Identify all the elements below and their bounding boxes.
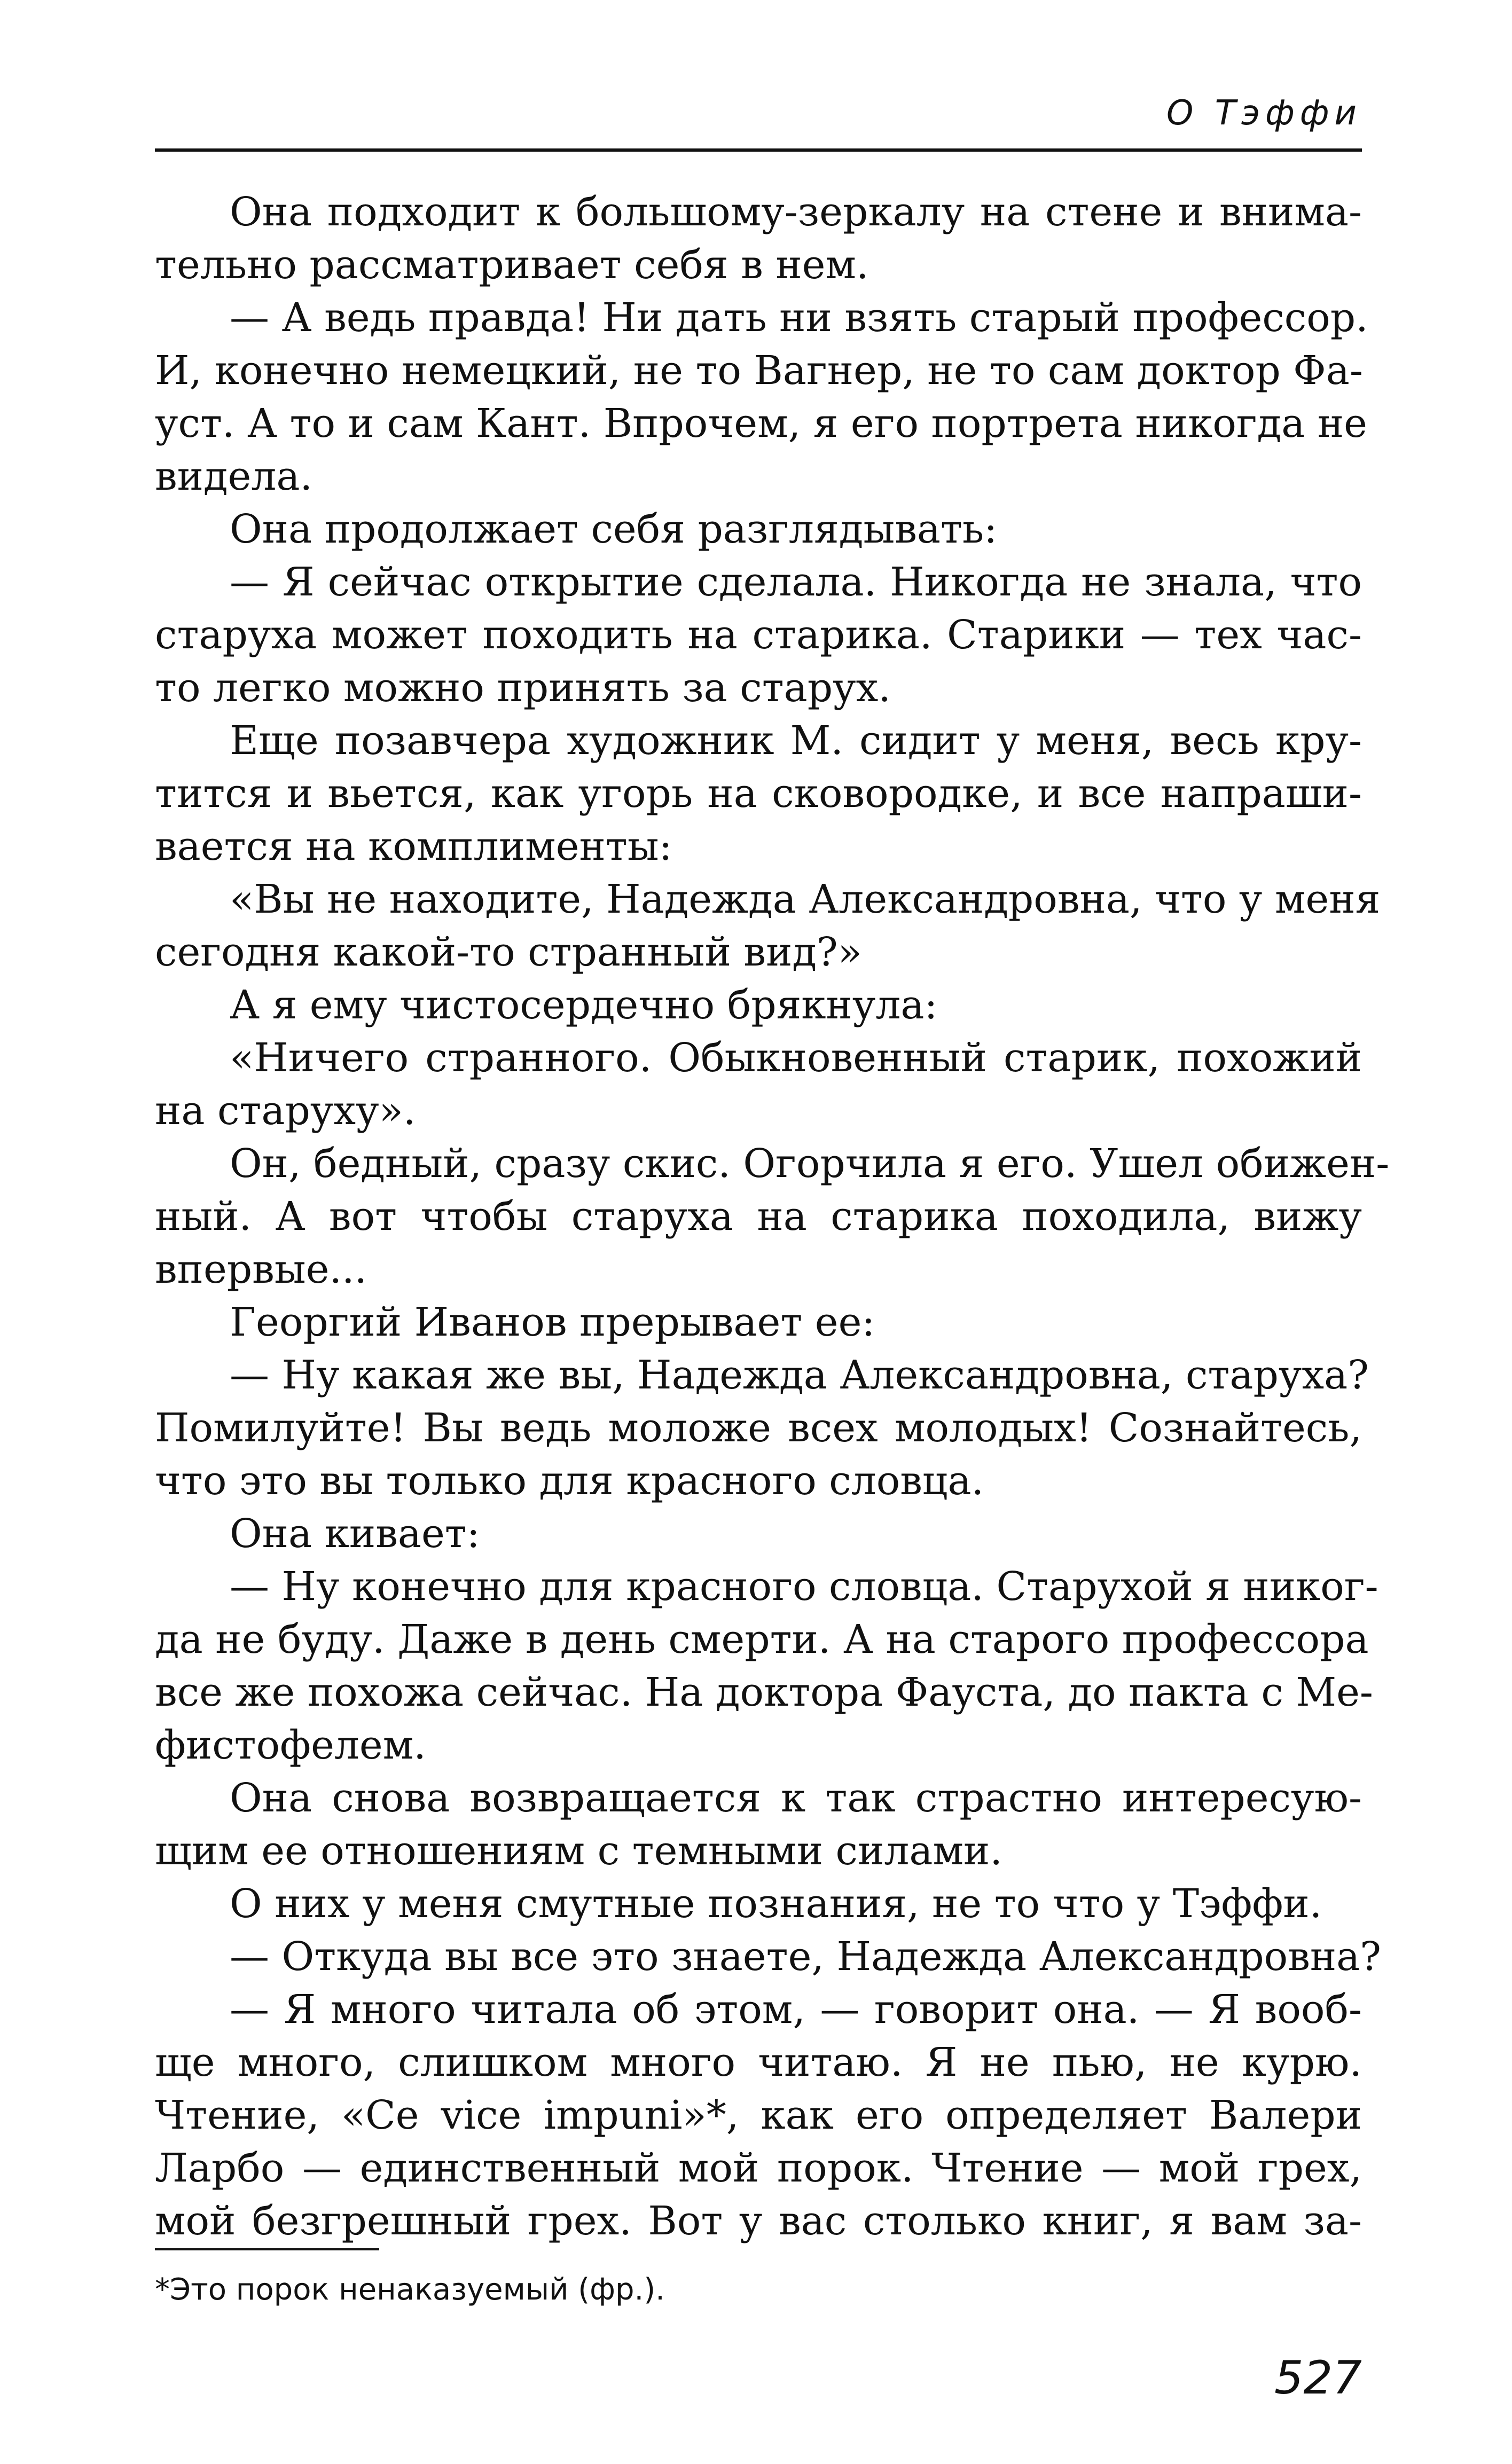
footnote-rule xyxy=(155,2248,379,2250)
footnote: *Это порок ненаказуемый (фр.). xyxy=(155,2272,665,2307)
text-line: Она снова возвращается к так страстно интересую- xyxy=(230,1775,1362,1821)
text-line: все же похожа сейчас. На доктора Фауста, до пакта с Ме- xyxy=(155,1669,1373,1715)
text-line: А я ему чистосердечно брякнула: xyxy=(230,982,938,1028)
text-line: мой безгрешный грех. Вот у вас столько книг, я вам за- xyxy=(155,2198,1362,2244)
running-header: О Тэффи xyxy=(1166,93,1362,133)
text-line: да не буду. Даже в день смерти. А на старого профессора xyxy=(155,1616,1369,1662)
text-line: Она подходит к большому-зеркалу на стене и внима- xyxy=(230,189,1362,235)
text-line: Чтение, «Ce vice impuni»*, как его определяет Валери xyxy=(155,2092,1362,2138)
text-line: И, конечно немецкий, не то Вагнер, не то сам доктор Фа- xyxy=(155,348,1363,394)
main-text xyxy=(155,186,1390,2248)
text-line: тится и вьется, как угорь на сковородке, и все напраши- xyxy=(155,771,1362,817)
text-line: Он, бедный, сразу скис. Огорчила я его. Ушел обижен- xyxy=(230,1141,1390,1187)
text-line: — Я много читала об этом, — говорит она. — Я вооб- xyxy=(230,1987,1362,2033)
page-number: 527 xyxy=(1274,2351,1362,2405)
text-line: Георгий Иванов прерывает ее: xyxy=(230,1299,875,1345)
text-line: старуха может походить на старика. Старики — тех час- xyxy=(155,612,1362,658)
text-line: вается на комплименты: xyxy=(155,823,672,869)
text-line: Еще позавчера художник М. сидит у меня, весь кру- xyxy=(230,718,1362,764)
text-line: — Ну какая же вы, Надежда Александровна, старуха? xyxy=(230,1352,1369,1398)
text-line: видела. xyxy=(155,453,312,499)
text-line: на старуху». xyxy=(155,1088,416,1134)
text-line: ще много, слишком много читаю. Я не пью, не курю. xyxy=(155,2039,1362,2085)
text-line: — Откуда вы все это знаете, Надежда Александровна? xyxy=(230,1934,1381,1980)
text-line: уст. А то и сам Кант. Впрочем, я его портрета никогда не xyxy=(155,401,1367,446)
text-line: Ларбо — единственный мой порок. Чтение — мой грех, xyxy=(155,2145,1362,2191)
text-line: сегодня какой-то странный вид?» xyxy=(155,929,862,975)
text-line: — Ну конечно для красного словца. Старухой я никог- xyxy=(230,1564,1378,1610)
text-line: впервые... xyxy=(155,1246,367,1292)
text-line: тельно рассматривает себя в нем. xyxy=(155,242,869,288)
text-line: «Вы не находите, Надежда Александровна, что у меня xyxy=(230,876,1381,922)
text-line: — А ведь правда! Ни дать ни взять старый профессор. xyxy=(230,295,1368,341)
header-rule xyxy=(155,148,1362,152)
text-line: фистофелем. xyxy=(155,1722,426,1768)
text-line: что это вы только для красного словца. xyxy=(155,1458,984,1504)
text-line: Она продолжает себя разглядывать: xyxy=(230,506,998,552)
text-line: ный. А вот чтобы старуха на старика походила, вижу xyxy=(155,1194,1362,1239)
text-line: «Ничего странного. Обыкновенный старик, похожий xyxy=(230,1035,1362,1081)
text-line: Помилуйте! Вы ведь моложе всех молодых! Сознайтесь, xyxy=(155,1405,1362,1451)
text-line: щим ее отношениям с темными силами. xyxy=(155,1828,1002,1874)
text-line: Она кивает: xyxy=(230,1511,480,1557)
text-line: — Я сейчас открытие сделала. Никогда не знала, что xyxy=(230,559,1362,605)
text-line: О них у меня смутные познания, не то что у Тэффи. xyxy=(230,1881,1322,1927)
text-line: то легко можно принять за старух. xyxy=(155,665,891,711)
